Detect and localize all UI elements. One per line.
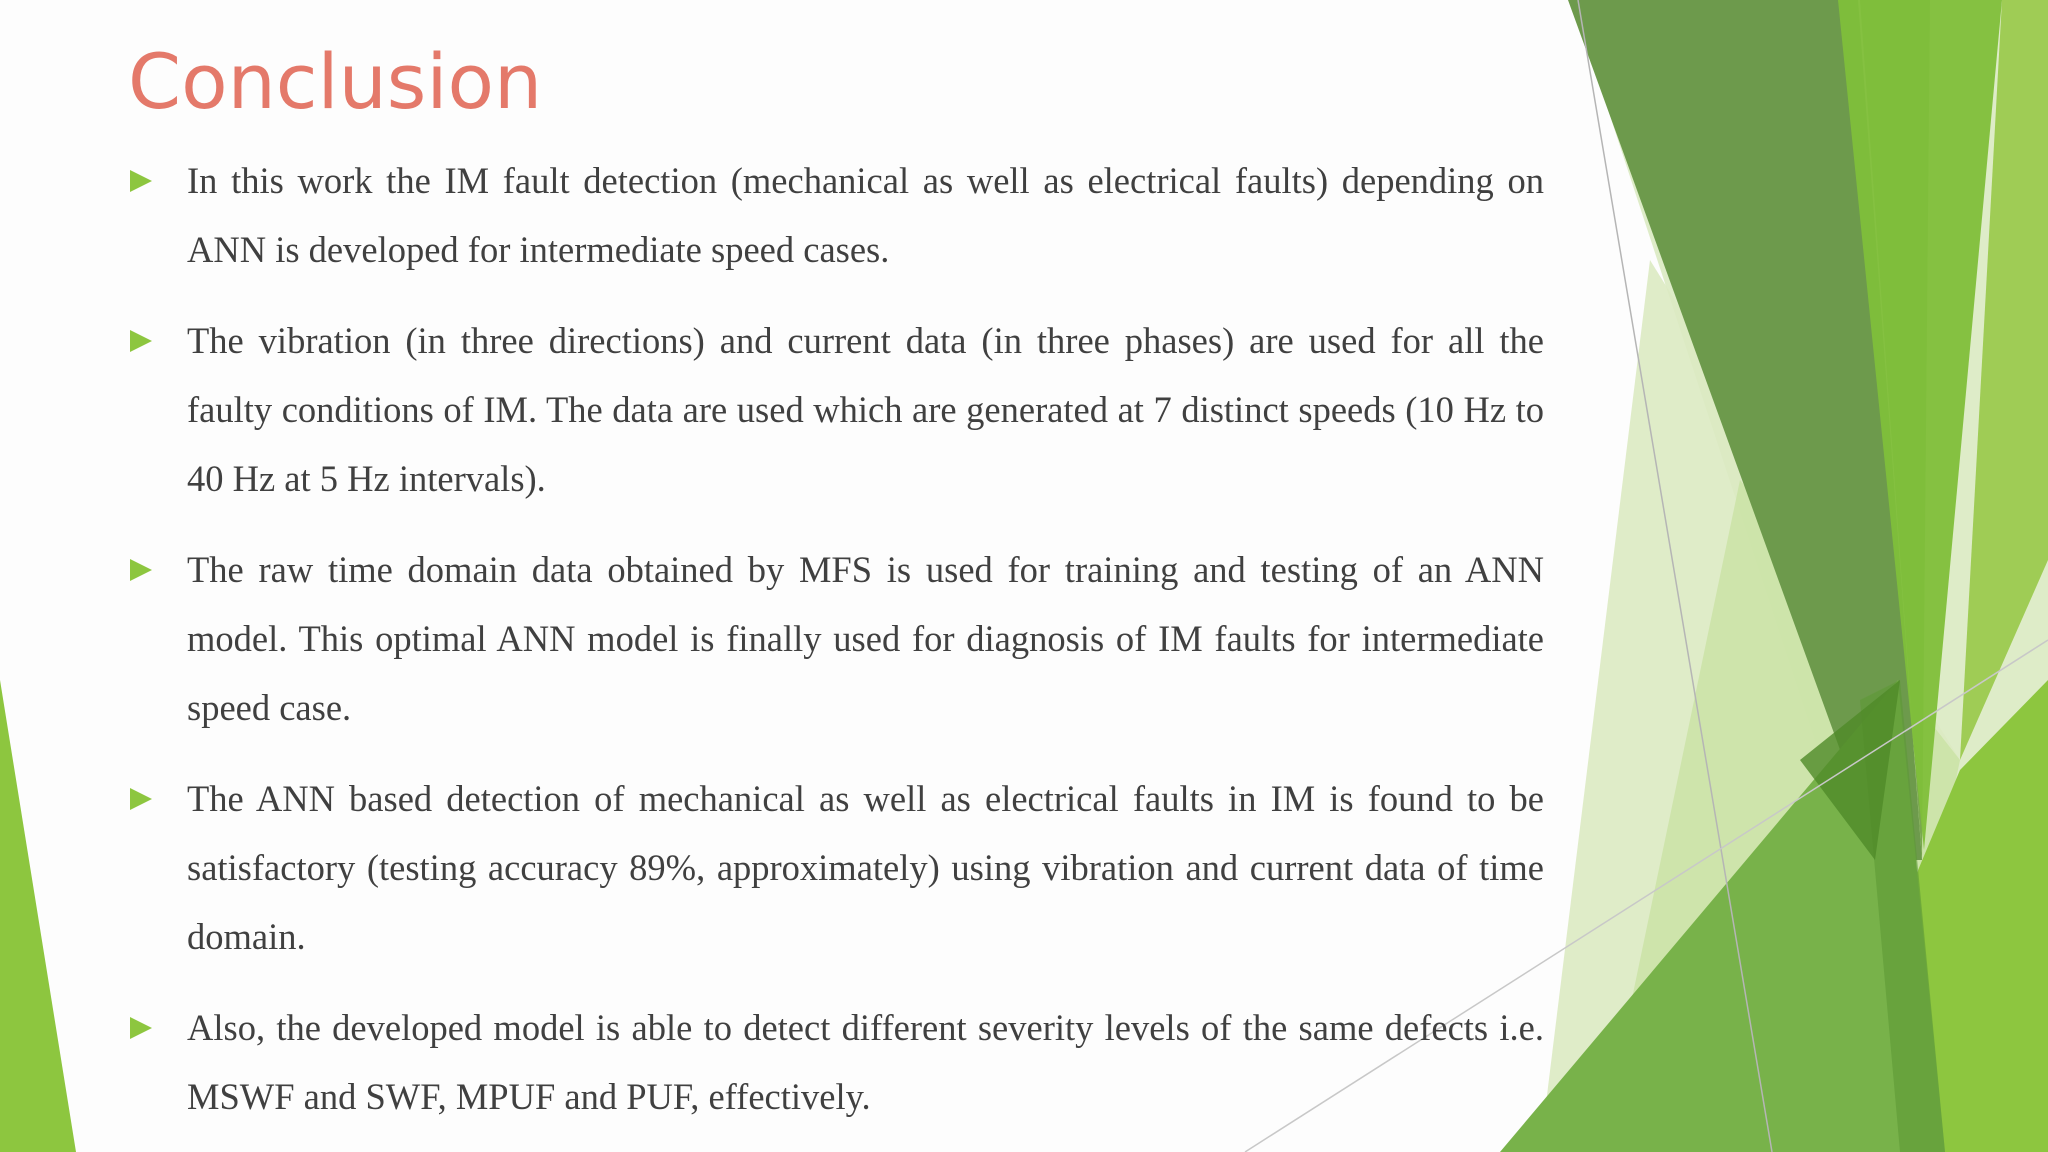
bullet-text: The raw time domain data obtained by MFS is used for training and testing of an ANN model. This optimal ANN model is finally used for diagnosis of IM faults for intermediate speed case. xyxy=(187,549,1544,728)
triangle-bullet-icon xyxy=(130,788,152,810)
triangle-bullet-icon xyxy=(130,330,152,352)
triangle-bullet-icon xyxy=(130,1017,152,1039)
bullet-text: The ANN based detection of mechanical as well as electrical faults in IM is found to be satisfactory (testing accuracy 89%, approximately) using vibration and current data of time domain. xyxy=(187,778,1544,957)
slide-title: Conclusion xyxy=(128,37,543,126)
bullet-item xyxy=(130,764,1544,971)
bullet-list xyxy=(130,146,1544,1152)
bullet-item xyxy=(130,993,1544,1131)
bullet-item xyxy=(130,306,1544,513)
triangle-bullet-icon xyxy=(130,170,152,192)
bullet-text: Also, the developed model is able to detect different severity levels of the same defects i.e. MSWF and SWF, MPUF and PUF, effectively. xyxy=(187,1007,1544,1117)
left-green-shape xyxy=(0,680,76,1152)
bullet-item xyxy=(130,146,1544,284)
bullet-item xyxy=(130,535,1544,742)
bullet-text: The vibration (in three directions) and current data (in three phases) are used for all the faulty conditions of IM. The data are used which are generated at 7 distinct speeds (10 Hz to 40 Hz at 5 Hz intervals). xyxy=(187,320,1544,499)
bullet-text: In this work the IM fault detection (mechanical as well as electrical faults) depending on ANN is developed for intermediate speed cases. xyxy=(187,160,1544,270)
triangle-bullet-icon xyxy=(130,559,152,581)
